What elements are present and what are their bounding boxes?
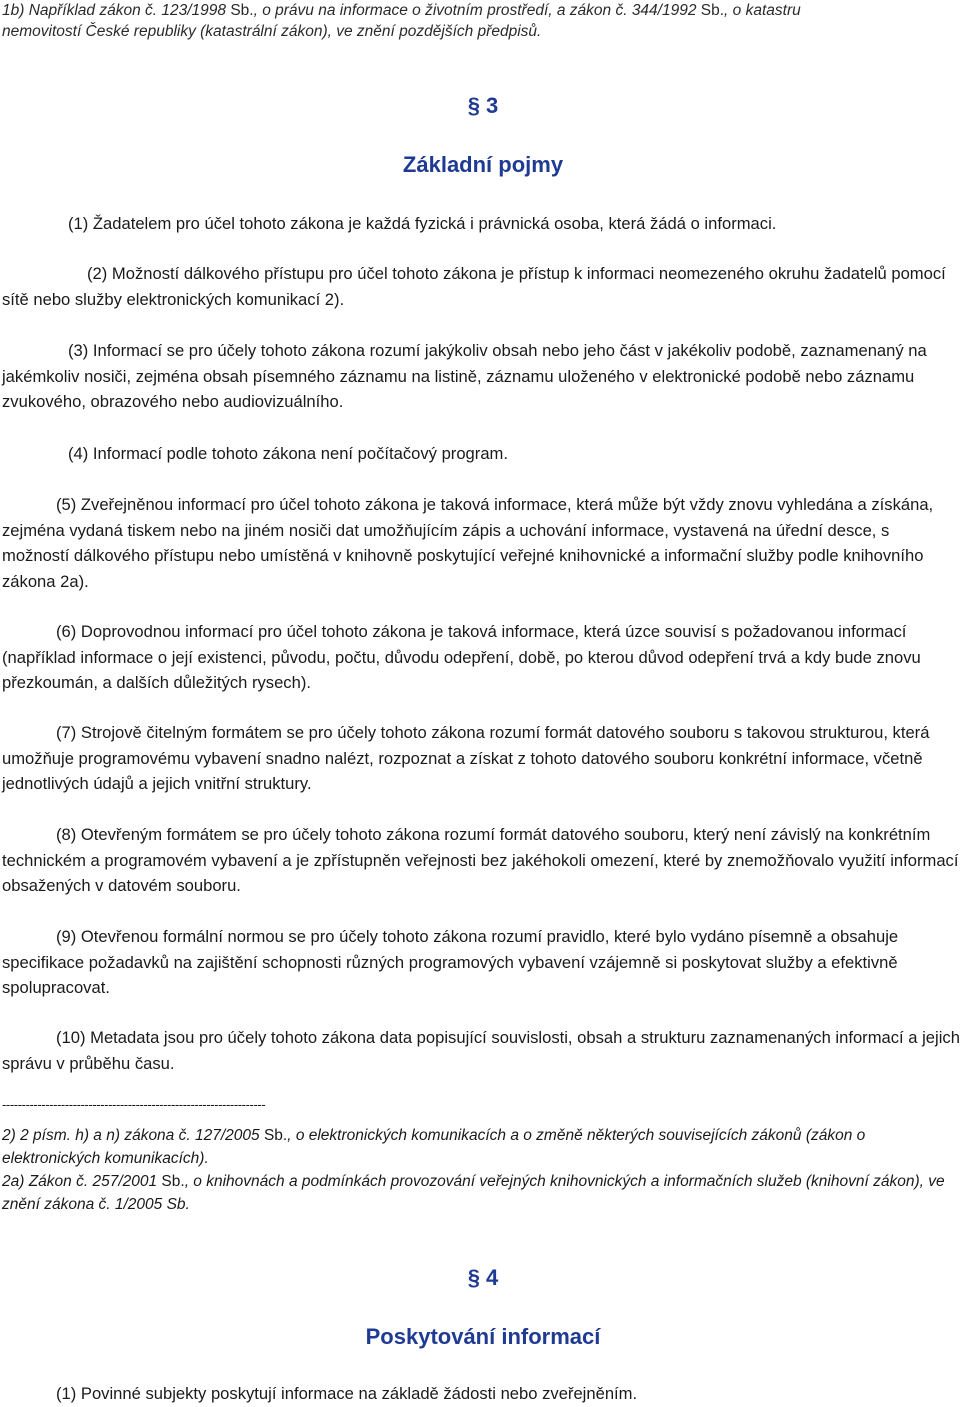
- paragraph-5: (5) Zveřejněnou informací pro účel tohoto zákona je taková informace, která může být vždy znovu vyhledána a získána, zejména vydaná tiskem nebo na jiném nosiči dat umožňujícím zápis a uchování informace, vystavená na úřední desce, s možností dálkového přístupu nebo umístěná v knihovně poskytující veřejné knihovnické a informační služby podle knihovního zákona 2a).: [2, 495, 934, 591]
- section-4-paragraph-1: (1) Povinné subjekty poskytují informace na základě žádosti nebo zveřejněním.: [56, 1384, 638, 1403]
- footnote-2-text-b: , o elektronických komunikacích a o změně některých souvisejících zákonů (zákon o elektronických komunikacích).: [2, 1127, 866, 1167]
- top-footnote-sb-1: Sb.: [230, 2, 254, 19]
- paragraph-7: (7) Strojově čitelným formátem se pro účely tohoto zákona rozumí formát datového souboru s takovou strukturou, která umožňuje programovému vybavení snadno nalézt, rozpoznat a získat z tohoto datového souboru konkrétní informace, včetně jednotlivých údajů a jejich vnitřní struktury.: [2, 723, 930, 793]
- footnote-2a-text-a: 2a) Zákon č. 257/2001: [2, 1173, 162, 1190]
- paragraph-4: (4) Informací podle tohoto zákona není počítačový program.: [68, 444, 508, 463]
- footnote-2: [2, 1124, 957, 1170]
- section-4-mark: § 4: [467, 1265, 499, 1290]
- footnote-2a-text-b: , o knihovnách a podmínkách provozování veřejných knihovnických a informačních služeb (knihovní zákon), ve znění zákona č. 1/2005 Sb.: [2, 1173, 945, 1213]
- paragraph-9: (9) Otevřenou formální normou se pro účely tohoto zákona rozumí pravidlo, které bylo vydáno písemně a obsahuje specifikace požadavků na zajištění schopnosti různých programových vybavení vzájemně si poskytovat služby a efektivně spolupracovat.: [2, 927, 899, 997]
- paragraph-3: (3) Informací se pro účely tohoto zákona rozumí jakýkoliv obsah nebo jeho část v jakékoliv podobě, zaznamenaný na jakémkoliv nosiči, zejména obsah písemného záznamu na listině, záznamu uloženého v elektronické podobě nebo záznamu zvukového, obrazového nebo audiovizuálního.: [2, 341, 927, 411]
- section-3-title: Základní pojmy: [402, 152, 564, 177]
- footnote-2a: [2, 1170, 957, 1216]
- footnote-2a-sb: Sb.: [161, 1173, 185, 1190]
- paragraph-8: (8) Otevřeným formátem se pro účely tohoto zákona rozumí formát datového souboru, který není závislý na konkrétním technickém a programovém vybavení a je zpřístupněn veřejnosti bez jakéhokoli omezení, které by znemožňovalo využití informací obsažených v datovém souboru.: [2, 825, 959, 895]
- top-footnote-line-2: nemovitostí České republiky (katastrální zákon), ve znění pozdějších předpisů.: [2, 23, 542, 40]
- paragraph-1: (1) Žadatelem pro účel tohoto zákona je každá fyzická i právnická osoba, která žádá o informaci.: [68, 214, 777, 233]
- top-footnote-sb-2: Sb.: [700, 2, 725, 19]
- top-footnote-text-c: , o katastru: [724, 2, 801, 19]
- paragraph-10: (10) Metadata jsou pro účely tohoto zákona data popisující souvislosti, obsah a strukturu zaznamenaných informací a jejich správu v průběhu času.: [2, 1028, 960, 1073]
- top-footnote-text-a: 1b) Například zákon č. 123/1998: [2, 2, 231, 19]
- footnote-2-text-a: 2) 2 písm. h) a n) zákona č. 127/2005: [2, 1127, 264, 1144]
- footnote-separator: -------------------------------------------------------------------: [2, 1097, 266, 1112]
- top-footnote-text-b: , o právu na informace o životním prostředí, a zákon č. 344/1992: [253, 2, 701, 19]
- paragraph-2: (2) Možností dálkového přístupu pro účel tohoto zákona je přístup k informaci neomezeného okruhu žadatelů pomocí sítě nebo služby elektronických komunikací 2).: [2, 264, 946, 309]
- top-footnote: [2, 0, 952, 42]
- section-3-mark: § 3: [467, 93, 499, 118]
- footnote-2-sb: Sb.: [263, 1127, 288, 1144]
- paragraph-6: (6) Doprovodnou informací pro účel tohoto zákona je taková informace, která úzce souvisí s požadovanou informací (například informace o její existenci, původu, počtu, důvodu odepření, době, po kterou důvod odepření trvá a kdy bude znovu přezkoumán, a dalších důležitých rysech).: [2, 622, 921, 692]
- section-4-title: Poskytování informací: [365, 1324, 601, 1349]
